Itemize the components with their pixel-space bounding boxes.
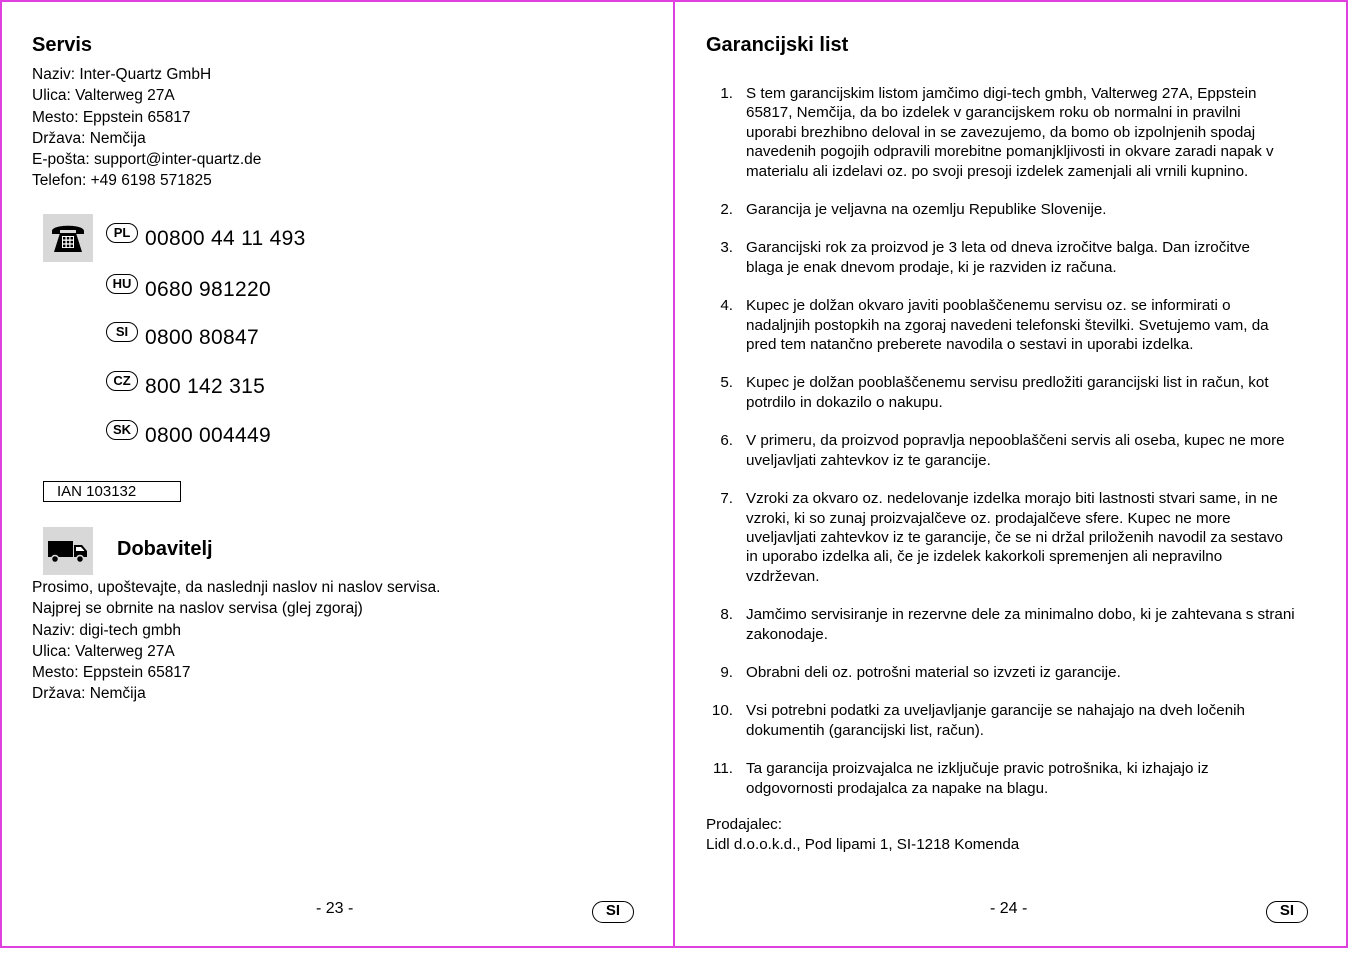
- truck-icon: [43, 527, 93, 575]
- warranty-item-line: navedenih pogojih odpravili morebitne pomanjkljivosti in okvare zaradi napak v: [746, 143, 1274, 161]
- warranty-item-line: uporabi brezhibno deloval in se zavezujemo, da bomo ob izpolnjenih spodaj: [746, 123, 1256, 141]
- service-line: Mesto: Eppstein 65817: [32, 108, 191, 126]
- warranty-item-number: 11.: [713, 760, 733, 778]
- warranty-item-line: V primeru, da proizvod popravlja nepooblaščeni servis ali oseba, kupec ne more: [746, 432, 1285, 450]
- hotline-number: 00800 44 11 493: [145, 227, 306, 250]
- warranty-item-number: 5.: [720, 374, 733, 392]
- warranty-item-text: [746, 759, 1325, 798]
- warranty-item-line: Jamčimo servisiranje in rezervne dele za minimalno dobo, ki je zahtevana s strani: [746, 606, 1295, 624]
- hotline-number: 0800 80847: [145, 326, 259, 349]
- warranty-item-line: Garancija je veljavna na ozemlju Republike Slovenije.: [746, 201, 1107, 219]
- warranty-item: [705, 238, 1325, 277]
- page-number-right: - 24 -: [990, 900, 1028, 917]
- warranty-list: [705, 84, 1325, 798]
- warranty-item-line: Vsi potrebni podatki za uveljavljanje garancije se nahajajo na dveh ločenih: [746, 702, 1245, 720]
- warranty-item-line: in uporabo izdelka ali, če je izdelek kakorkoli spremenjen ali nepravilno: [746, 548, 1223, 566]
- warranty-item-line: potrdilo in dokazilo o nakupu.: [746, 393, 943, 411]
- warranty-item-line: 65817, Nemčija, da bo izdelek v garancijskem roku ob normalni in pravilni: [746, 104, 1241, 122]
- warranty-item: [705, 373, 1325, 412]
- country-badge-sk: SK: [106, 420, 138, 440]
- warranty-item: [705, 200, 1325, 219]
- warranty-item-number: 8.: [720, 606, 733, 624]
- warranty-item-line: Vzroki za okvaro oz. nedelovanje izdelka morajo biti lastnosti stvari same, in ne: [746, 490, 1278, 508]
- telephone-icon: [43, 214, 93, 262]
- warranty-item-text: [746, 238, 1325, 277]
- supplier-line: Mesto: Eppstein 65817: [32, 664, 191, 682]
- warranty-item-line: Ta garancija proizvajalca ne izključuje pravic potrošnika, ki izhajajo iz: [746, 760, 1209, 778]
- supplier-address: [32, 577, 440, 705]
- warranty-item-number: 9.: [720, 663, 733, 681]
- service-email: E-pošta: support@inter-quartz.de: [32, 151, 262, 169]
- service-phone: Telefon: +49 6198 571825: [32, 172, 212, 190]
- warranty-item-line: uveljavljati zahtevkov iz te garancije, če se ni držal priloženih navodil za sestavo: [746, 528, 1283, 546]
- country-badge-hu: HU: [106, 274, 138, 294]
- supplier-line: Naziv: digi-tech gmbh: [32, 621, 182, 639]
- supplier-line: Ulica: Valterweg 27A: [32, 642, 175, 660]
- warranty-item-number: 10.: [711, 702, 733, 720]
- warranty-title: Garancijski list: [706, 34, 849, 56]
- warranty-item-text: [746, 663, 1325, 682]
- warranty-item-line: Kupec je dolžan pooblaščenemu servisu predložiti garancijski list in račun, kot: [746, 374, 1269, 392]
- warranty-item: [705, 759, 1325, 798]
- warranty-item: [705, 84, 1325, 181]
- warranty-item-text: [746, 373, 1325, 412]
- page-number-left: - 23 -: [316, 900, 354, 917]
- warranty-item-text: [746, 701, 1325, 740]
- warranty-item-line: blaga je enak dnevom prodaje, ki je razviden iz računa.: [746, 258, 1117, 276]
- language-badge-left: SI: [592, 901, 634, 923]
- service-line: Naziv: Inter-Quartz GmbH: [32, 66, 212, 83]
- seller-label: Prodajalec:: [706, 816, 782, 833]
- warranty-item-line: vzdrževan.: [746, 567, 820, 585]
- supplier-title: Dobavitelj: [117, 538, 213, 560]
- warranty-item-line: uveljavljati zahtevkov iz te garancije.: [746, 451, 991, 469]
- warranty-item: [705, 431, 1325, 470]
- warranty-item-number: 3.: [720, 239, 733, 257]
- warranty-item-text: [746, 84, 1325, 181]
- warranty-item-text: [746, 200, 1325, 219]
- warranty-item-text: [746, 605, 1325, 644]
- country-badge-si: SI: [106, 322, 138, 342]
- ian-box: IAN 103132: [43, 481, 181, 502]
- hotline-number: 800 142 315: [145, 375, 266, 398]
- hotline-number: 0680 981220: [145, 278, 271, 301]
- hotline-hu: [106, 275, 271, 305]
- service-line: Država: Nemčija: [32, 129, 146, 147]
- seller-block: [706, 815, 1019, 854]
- hotline-number: 0800 004449: [145, 424, 271, 447]
- warranty-item-line: odgovornosti prodajalca za napake na blagu.: [746, 779, 1049, 797]
- service-line: Ulica: Valterweg 27A: [32, 87, 175, 105]
- warranty-item-number: 6.: [720, 432, 733, 450]
- supplier-line: Najprej se obrnite na naslov servisa (glej zgoraj): [32, 600, 363, 618]
- warranty-item: [705, 489, 1325, 586]
- warranty-item-line: dokumentih (garancijski list, račun).: [746, 721, 985, 739]
- warranty-item: [705, 605, 1325, 644]
- warranty-item-text: [746, 431, 1325, 470]
- warranty-item-line: S tem garancijskim listom jamčimo digi-tech gmbh, Valterweg 27A, Eppstein: [746, 85, 1257, 102]
- warranty-item-number: 4.: [720, 297, 733, 315]
- warranty-item-line: Kupec je dolžan okvaro javiti pooblaščenemu servisu oz. se informirati o: [746, 297, 1231, 315]
- warranty-item-line: vzroki, ki so zunaj proizvajalčeve oz. prodajalčeve sfere. Kupec ne more: [746, 509, 1231, 527]
- supplier-line: Prosimo, upoštevajte, da naslednji naslov ni naslov servisa.: [32, 579, 441, 596]
- warranty-item-number: 1.: [720, 85, 733, 102]
- hotline-cz: [106, 372, 265, 402]
- warranty-item: [705, 701, 1325, 740]
- service-address: [32, 64, 261, 192]
- hotline-sk: [106, 421, 271, 451]
- country-badge-pl: PL: [106, 223, 138, 243]
- hotline-pl: [106, 224, 306, 254]
- supplier-line: Država: Nemčija: [32, 685, 146, 703]
- seller-address: Lidl d.o.o.k.d., Pod lipami 1, SI-1218 Komenda: [706, 835, 1020, 853]
- warranty-item-line: zakonodaje.: [746, 625, 828, 643]
- warranty-item-line: nadaljnjih postopkih na zgoraj navedeni telefonski številki. Svetujemo vam, da: [746, 316, 1269, 334]
- warranty-item-number: 2.: [720, 201, 733, 219]
- language-badge-right: SI: [1266, 901, 1308, 923]
- service-title: Servis: [32, 34, 93, 56]
- warranty-item-text: [746, 489, 1325, 586]
- warranty-item-number: 7.: [720, 490, 733, 508]
- warranty-item-text: [746, 296, 1325, 354]
- warranty-item-line: pred tem natančno preberete navodila o sestavi in uporabi izdelka.: [746, 336, 1194, 354]
- warranty-item-line: Obrabni deli oz. potrošni material so izvzeti iz garancije.: [746, 663, 1121, 681]
- country-badge-cz: CZ: [106, 371, 138, 391]
- warranty-item-line: Garancijski rok za proizvod je 3 leta od dneva izročitve balga. Dan izročitve: [746, 239, 1250, 257]
- warranty-item: [705, 296, 1325, 354]
- hotline-si: [106, 323, 259, 353]
- warranty-item-line: materialu ali izdelavi oz. po svoji presoji izdelek zamenjali ali vrnili kupnino.: [746, 162, 1249, 180]
- warranty-item: [705, 663, 1325, 682]
